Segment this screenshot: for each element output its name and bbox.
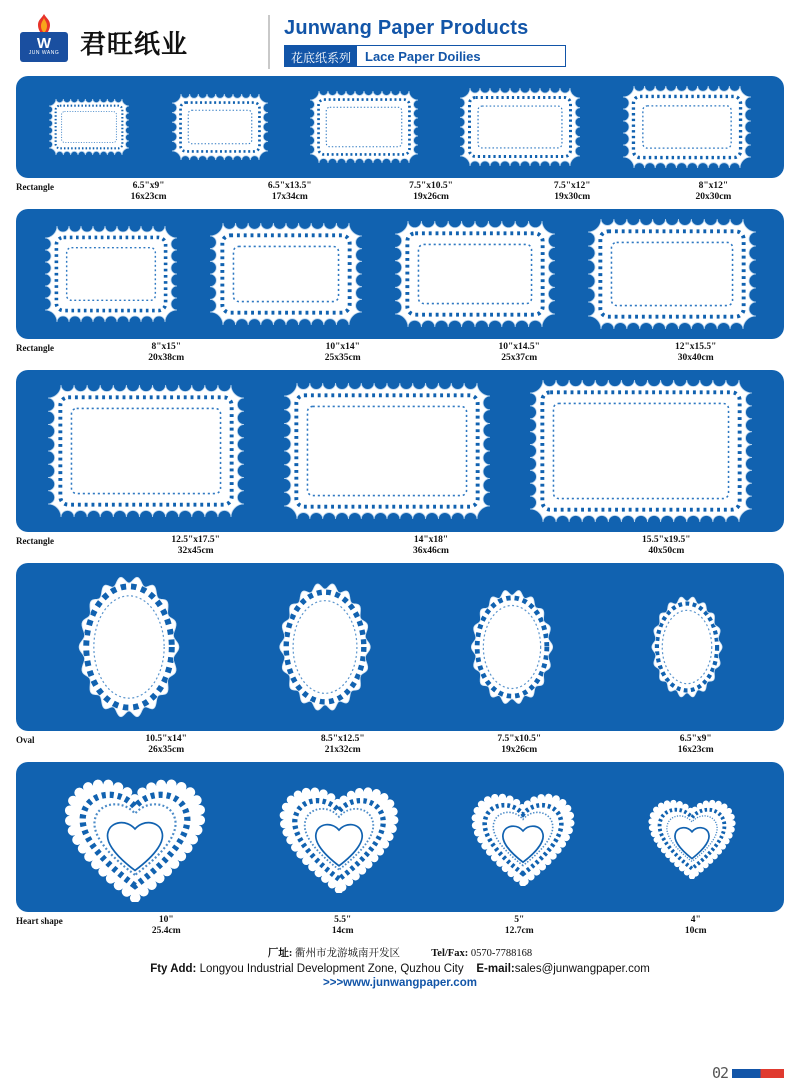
size-caption (360, 181, 501, 203)
size-centimeters: 10cm (684, 926, 707, 936)
caption-row (16, 535, 784, 557)
size-caption (78, 535, 313, 557)
doily-shape (279, 781, 399, 893)
doily-shape (45, 226, 177, 322)
doily-item[interactable] (210, 223, 362, 325)
size-inches: 12.5"x17.5" (171, 535, 220, 545)
doily-shape (471, 788, 575, 886)
product-sections (0, 76, 800, 937)
size-centimeters: 25x35cm (324, 353, 361, 363)
doily-item[interactable] (279, 781, 399, 893)
doily-item[interactable] (395, 221, 555, 327)
size-inches: 7.5"x10.5" (409, 181, 453, 191)
product-section-rect-row-3 (16, 370, 784, 557)
doily-item[interactable] (75, 573, 183, 721)
doily-item[interactable] (276, 580, 374, 714)
shape-label: Rectangle (16, 536, 54, 546)
caption-row (16, 734, 784, 756)
size-caption (78, 734, 255, 756)
size-inches: 15.5"x19.5" (642, 535, 691, 545)
product-section-oval-row (16, 563, 784, 756)
logo-subtext: JUN WANG (28, 50, 60, 56)
size-centimeters: 12.7cm (504, 926, 534, 936)
doily-item[interactable] (172, 94, 268, 160)
size-caption (608, 915, 785, 937)
size-inches: 6.5"x9" (679, 734, 712, 744)
size-caption (431, 734, 608, 756)
doily-shape (64, 772, 206, 902)
doily-item[interactable] (530, 380, 752, 522)
product-section-heart-row (16, 762, 784, 937)
size-inches: 4" (690, 915, 701, 925)
size-caption (219, 181, 360, 203)
logo-badge (20, 32, 68, 62)
size-caption (255, 734, 432, 756)
product-panel (16, 209, 784, 339)
size-inches: 12"x15.5" (675, 342, 717, 352)
size-caption (78, 915, 255, 937)
size-centimeters: 16x23cm (130, 192, 167, 202)
size-centimeters: 19x26cm (413, 192, 449, 202)
doily-shape (210, 223, 362, 325)
header-divider (268, 15, 270, 69)
size-centimeters: 19x26cm (501, 745, 538, 755)
header-text-block (284, 17, 566, 67)
size-centimeters: 40x50cm (648, 546, 685, 556)
page-footer (0, 943, 800, 989)
size-caption (549, 535, 784, 557)
website-link[interactable]: >>>www.junwangpaper.com (323, 977, 477, 989)
doily-item[interactable] (588, 219, 756, 329)
footer-english-line (16, 963, 784, 975)
size-caption (78, 342, 255, 364)
doily-shape (530, 380, 752, 522)
caption-items (78, 342, 784, 364)
product-section-rect-row-2 (16, 209, 784, 364)
size-caption (608, 342, 785, 364)
email-label: E-mail: (476, 963, 515, 975)
page-accent-bar (732, 1069, 784, 1078)
doily-shape (460, 88, 580, 166)
size-centimeters: 21x32cm (324, 745, 361, 755)
doily-shape (588, 219, 756, 329)
size-caption (431, 915, 608, 937)
size-inches: 10"x14.5" (498, 342, 540, 352)
size-inches: 8"x12" (698, 181, 729, 191)
doily-item[interactable] (45, 226, 177, 322)
size-centimeters: 32x45cm (177, 546, 214, 556)
doily-shape (172, 94, 268, 160)
size-inches: 8"x15" (151, 342, 182, 352)
caption-row (16, 342, 784, 364)
product-section-rect-row-1 (16, 76, 784, 203)
caption-row (16, 181, 784, 203)
doily-shape (468, 587, 556, 707)
caption-items (78, 734, 784, 756)
size-caption (255, 915, 432, 937)
size-centimeters: 26x35cm (148, 745, 185, 755)
doily-shape (284, 383, 490, 519)
brand-subtitle (284, 45, 566, 67)
shape-label: Heart shape (16, 916, 63, 926)
size-centimeters: 14cm (331, 926, 354, 936)
size-inches: 7.5"x12" (553, 181, 591, 191)
footer-chinese-line (16, 945, 784, 960)
size-inches: 5" (514, 915, 525, 925)
doily-item[interactable] (284, 383, 490, 519)
doily-item[interactable] (64, 772, 206, 902)
doily-item[interactable] (623, 86, 751, 168)
factory-address-cn: 衢州市龙游城南开发区 (295, 948, 401, 959)
caption-items (78, 915, 784, 937)
factory-address-label-cn: 厂址: (267, 948, 293, 959)
logo-chinese-name: 君旺纸业 (80, 29, 189, 60)
page-number-block (712, 1064, 784, 1082)
size-inches: 6.5"x13.5" (267, 181, 312, 191)
brand-subtitle-en: Lace Paper Doilies (365, 48, 481, 64)
doily-shape (75, 573, 183, 721)
caption-items (78, 181, 784, 203)
doily-shape (395, 221, 555, 327)
brand-subtitle-cn: 花底纸系列 (285, 46, 357, 66)
size-centimeters: 19x30cm (554, 192, 591, 202)
doily-item[interactable] (310, 91, 418, 163)
size-inches: 7.5"x10.5" (497, 734, 542, 744)
tel-value: 0570-7788168 (470, 948, 533, 959)
caption-row (16, 915, 784, 937)
doily-item[interactable] (471, 788, 575, 886)
size-centimeters: 16x23cm (677, 745, 714, 755)
tel-label: Tel/Fax: (431, 948, 469, 959)
doily-item[interactable] (48, 385, 244, 517)
product-panel (16, 563, 784, 731)
company-logo (16, 14, 266, 70)
size-centimeters: 20x30cm (695, 192, 732, 202)
size-caption (313, 535, 548, 557)
size-centimeters: 36x46cm (413, 546, 449, 556)
doily-shape (49, 99, 129, 155)
fty-add-label: Fty Add: (150, 963, 197, 975)
product-panel (16, 76, 784, 178)
doily-shape (48, 385, 244, 517)
size-centimeters: 17x34cm (271, 192, 308, 202)
product-panel (16, 370, 784, 532)
size-caption (608, 734, 785, 756)
size-centimeters: 25.4cm (151, 926, 181, 936)
size-centimeters: 25x37cm (501, 353, 538, 363)
size-centimeters: 30x40cm (677, 353, 714, 363)
product-panel (16, 762, 784, 912)
doily-shape (276, 580, 374, 714)
shape-label: Oval (16, 735, 35, 745)
doily-item[interactable] (49, 99, 129, 155)
size-inches: 10" (158, 915, 174, 925)
doily-item[interactable] (460, 88, 580, 166)
doily-item[interactable] (648, 795, 736, 879)
size-centimeters: 20x38cm (148, 353, 185, 363)
email-value[interactable]: sales@junwangpaper.com (514, 963, 650, 975)
size-inches: 6.5"x9" (132, 181, 165, 191)
logo-mark (16, 14, 72, 70)
page-number: 02 (711, 1064, 728, 1082)
page-header (0, 0, 800, 76)
size-caption (255, 342, 432, 364)
size-caption (78, 181, 219, 203)
size-inches: 10"x14" (325, 342, 360, 352)
size-inches: 5.5" (334, 915, 352, 925)
caption-items (78, 535, 784, 557)
doily-shape (310, 91, 418, 163)
shape-label: Rectangle (16, 343, 54, 353)
brand-title: Junwang Paper Products (284, 17, 529, 39)
fty-add-value: Longyou Industrial Development Zone, Quzhou City (199, 963, 464, 975)
size-caption (643, 181, 784, 203)
size-inches: 14"x18" (413, 535, 449, 545)
size-caption (502, 181, 643, 203)
size-caption (431, 342, 608, 364)
doily-shape (649, 594, 725, 700)
shape-label: Rectangle (16, 182, 54, 192)
doily-shape (648, 795, 736, 879)
size-inches: 8.5"x12.5" (320, 734, 365, 744)
doily-shape (623, 86, 751, 168)
doily-item[interactable] (649, 594, 725, 700)
size-inches: 10.5"x14" (145, 734, 187, 744)
logo-letter: W (36, 35, 52, 52)
doily-item[interactable] (468, 587, 556, 707)
